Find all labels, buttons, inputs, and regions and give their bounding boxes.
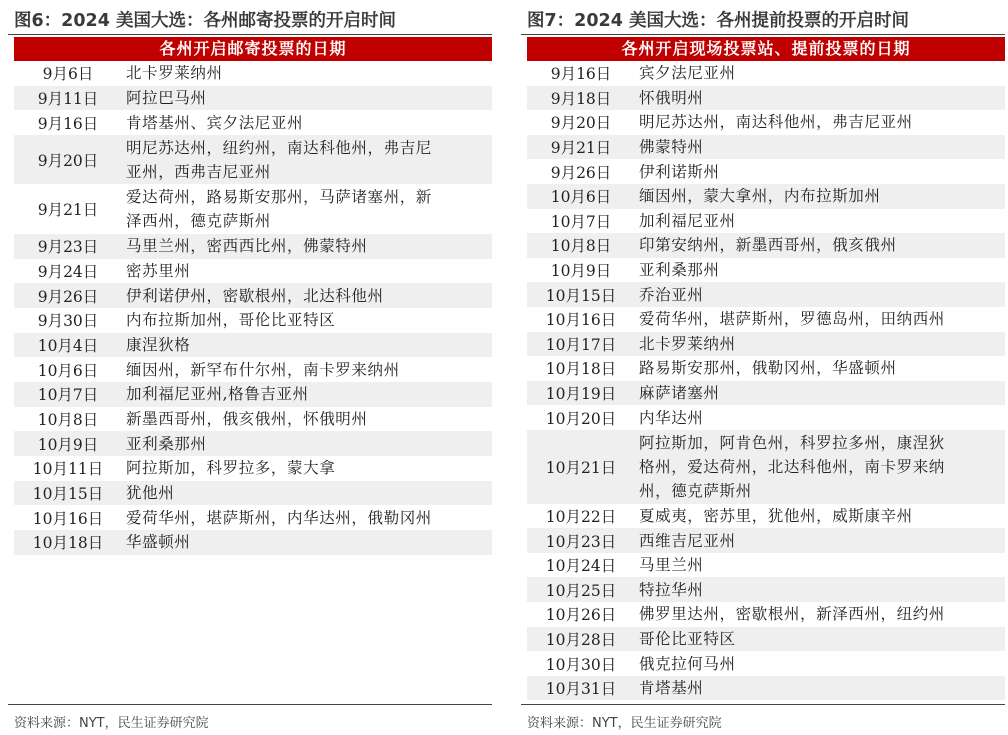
- states-cell: 亚利桑那州: [639, 261, 720, 280]
- states-cell: 缅因州，蒙大拿州，内布拉斯加州: [639, 187, 881, 206]
- states-cell: 肯塔基州、宾夕法尼亚州: [126, 113, 304, 132]
- date-cell: 10月18日: [545, 360, 617, 379]
- date-cell: 10月26日: [545, 606, 617, 625]
- table-row: [527, 602, 1005, 627]
- states-cell: 路易斯安那州，俄勒冈州，华盛顿州: [639, 359, 897, 378]
- states-cell: 密苏里州: [126, 261, 191, 280]
- date-cell: 10月6日: [37, 361, 99, 380]
- states-cell: 明尼苏达州，纽约州，南达科他州，弗吉尼 亚州，西弗吉尼亚州: [126, 138, 432, 181]
- states-cell: 新墨西哥州，俄亥俄州，怀俄明州: [126, 410, 368, 428]
- date-cell: 10月17日: [545, 335, 617, 354]
- states-cell: 怀俄明州: [639, 88, 704, 107]
- table-row: [14, 357, 492, 382]
- table-row: [527, 528, 1005, 553]
- table-header: 各州开启邮寄投票的日期: [14, 37, 492, 61]
- title-divider: [8, 34, 492, 35]
- date-cell: 10月23日: [545, 532, 617, 551]
- date-cell: 10月25日: [545, 581, 617, 600]
- date-cell: 10月11日: [32, 460, 104, 479]
- table-row: [527, 258, 1005, 283]
- states-cell: 宾夕法尼亚州: [639, 64, 736, 83]
- states-cell: 阿拉斯加，阿肯色州，科罗拉多州，康涅狄 格州，爱达荷州，北达科他州，南卡罗来纳 州，德克萨斯州: [639, 433, 945, 500]
- states-cell: 爱达荷州，路易斯安那州，马萨诸塞州，新 泽西州，德克萨斯州: [126, 188, 432, 231]
- date-cell: 10月21日: [545, 458, 617, 477]
- states-cell: 康涅狄格: [126, 335, 191, 354]
- table-row: [14, 481, 492, 506]
- states-cell: 加利福尼亚州,格鲁吉亚州: [126, 385, 309, 404]
- table-row: [14, 234, 492, 259]
- states-cell: 特拉华州: [639, 580, 704, 599]
- states-cell: 内华达州: [639, 408, 704, 427]
- states-cell: 爱荷华州，堪萨斯州，罗德岛州，田纳西州: [639, 310, 945, 329]
- table-row: [14, 456, 492, 481]
- table-row: [14, 308, 492, 333]
- date-cell: 9月21日: [37, 201, 99, 220]
- table-row: [527, 110, 1005, 135]
- date-cell: 9月20日: [550, 114, 612, 133]
- table-row: [14, 505, 492, 530]
- date-cell: 10月24日: [545, 557, 617, 576]
- table-row: [527, 430, 1005, 504]
- table-body: [14, 61, 492, 555]
- states-cell: 爱荷华州，堪萨斯州，内华达州，俄勒冈州: [126, 508, 432, 527]
- bottom-divider: [8, 704, 492, 705]
- date-cell: 10月9日: [37, 435, 99, 454]
- date-cell: 10月4日: [37, 336, 99, 355]
- table-row: [527, 651, 1005, 676]
- table-header: 各州开启现场投票站、提前投票的日期: [527, 37, 1005, 61]
- states-cell: 明尼苏达州，南达科他州，弗吉尼亚州: [639, 113, 913, 132]
- date-cell: 10月15日: [545, 286, 617, 305]
- table-row: [14, 86, 492, 111]
- date-cell: 10月16日: [545, 311, 617, 330]
- source-note: 资料来源：NYT，民生证券研究院: [527, 716, 722, 731]
- table-row: [14, 407, 492, 432]
- table-row: [14, 110, 492, 135]
- table-row: [527, 676, 1005, 701]
- date-cell: 10月19日: [545, 385, 617, 404]
- states-cell: 华盛顿州: [126, 533, 191, 552]
- date-cell: 9月20日: [37, 151, 99, 170]
- table-row: [527, 233, 1005, 258]
- table-row: [527, 209, 1005, 234]
- table-row: [527, 282, 1005, 307]
- date-cell: 10月18日: [32, 534, 104, 553]
- date-cell: 9月26日: [37, 287, 99, 306]
- table-row: [527, 86, 1005, 111]
- states-cell: 伊利诺斯州: [639, 162, 720, 181]
- states-cell: 马里兰州: [639, 556, 704, 575]
- states-cell: 印第安纳州，新墨西哥州，俄亥俄州: [639, 236, 897, 255]
- early-voting-table: [527, 37, 1005, 700]
- states-cell: 哥伦比亚特区: [639, 629, 736, 648]
- figure-title: 图6：2024 美国大选：各州邮寄投票的开启时间: [14, 11, 396, 31]
- states-cell: 马里兰州，密西西比州，佛蒙特州: [126, 237, 368, 256]
- early-voting-figure: [521, 0, 1005, 735]
- states-cell: 亚利桑那州: [126, 434, 207, 453]
- date-cell: 10月15日: [32, 485, 104, 504]
- date-cell: 9月16日: [37, 114, 99, 133]
- table-row: [527, 184, 1005, 209]
- states-cell: 麻萨诸塞州: [639, 384, 720, 403]
- date-cell: 9月18日: [550, 89, 612, 108]
- date-cell: 10月31日: [545, 680, 617, 699]
- states-cell: 西维吉尼亚州: [639, 531, 736, 550]
- table-row: [527, 405, 1005, 430]
- date-cell: 9月6日: [42, 65, 94, 84]
- date-cell: 10月6日: [550, 188, 612, 207]
- title-divider: [521, 34, 1005, 35]
- table-row: [14, 333, 492, 358]
- table-row: [527, 307, 1005, 332]
- date-cell: 10月8日: [550, 237, 612, 256]
- date-cell: 9月30日: [37, 312, 99, 331]
- date-cell: 10月7日: [37, 386, 99, 405]
- table-row: [527, 159, 1005, 184]
- date-cell: 10月30日: [545, 655, 617, 674]
- table-row: [527, 504, 1005, 529]
- date-cell: 10月7日: [550, 212, 612, 231]
- date-cell: 10月22日: [545, 508, 617, 526]
- bottom-divider: [521, 704, 1005, 705]
- mail-voting-figure: [8, 0, 492, 735]
- states-cell: 夏威夷，密苏里，犹他州，威斯康辛州: [639, 507, 913, 525]
- table-row: [527, 356, 1005, 381]
- states-cell: 伊利诺伊州，密歇根州，北达科他州: [126, 286, 384, 305]
- date-cell: 9月23日: [37, 238, 99, 257]
- states-cell: 佛蒙特州: [639, 138, 704, 157]
- states-cell: 犹他州: [126, 484, 175, 503]
- states-cell: 俄克拉何马州: [639, 654, 736, 673]
- states-cell: 北卡罗莱纳州: [126, 64, 223, 83]
- table-row: [14, 184, 492, 233]
- date-cell: 10月16日: [32, 509, 104, 528]
- date-cell: 10月20日: [545, 409, 617, 428]
- date-cell: 10月9日: [550, 262, 612, 281]
- states-cell: 阿拉巴马州: [126, 89, 207, 108]
- table-row: [527, 577, 1005, 602]
- states-cell: 乔治亚州: [639, 285, 704, 304]
- table-row: [14, 382, 492, 407]
- table-row: [527, 553, 1005, 578]
- table-row: [14, 259, 492, 284]
- states-cell: 北卡罗莱纳州: [639, 334, 736, 353]
- table-row: [14, 135, 492, 184]
- states-cell: 佛罗里达州，密歇根州，新泽西州，纽约州: [639, 605, 945, 624]
- table-row: [14, 530, 492, 555]
- table-body: [527, 61, 1005, 700]
- date-cell: 10月28日: [545, 630, 617, 649]
- table-row: [14, 431, 492, 456]
- date-cell: 9月21日: [550, 139, 612, 158]
- table-row: [14, 61, 492, 86]
- states-cell: 阿拉斯加，科罗拉多，蒙大拿: [126, 459, 336, 478]
- date-cell: 9月26日: [550, 163, 612, 182]
- date-cell: 9月11日: [37, 90, 99, 109]
- states-cell: 缅因州，新罕布什尔州，南卡罗来纳州: [126, 360, 400, 379]
- figure-title: 图7：2024 美国大选：各州提前投票的开启时间: [527, 11, 909, 31]
- date-cell: 9月16日: [550, 65, 612, 84]
- table-row: [14, 283, 492, 308]
- table-row: [527, 61, 1005, 86]
- states-cell: 内布拉斯加州，哥伦比亚特区: [126, 311, 336, 330]
- table-row: [527, 135, 1005, 160]
- table-row: [527, 627, 1005, 652]
- mail-voting-table: [14, 37, 492, 555]
- table-row: [527, 381, 1005, 406]
- date-cell: 10月8日: [37, 411, 99, 429]
- date-cell: 9月24日: [37, 262, 99, 281]
- source-note: 资料来源：NYT，民生证券研究院: [14, 716, 209, 731]
- states-cell: 加利福尼亚州: [639, 211, 736, 230]
- table-row: [527, 332, 1005, 357]
- states-cell: 肯塔基州: [639, 679, 704, 698]
